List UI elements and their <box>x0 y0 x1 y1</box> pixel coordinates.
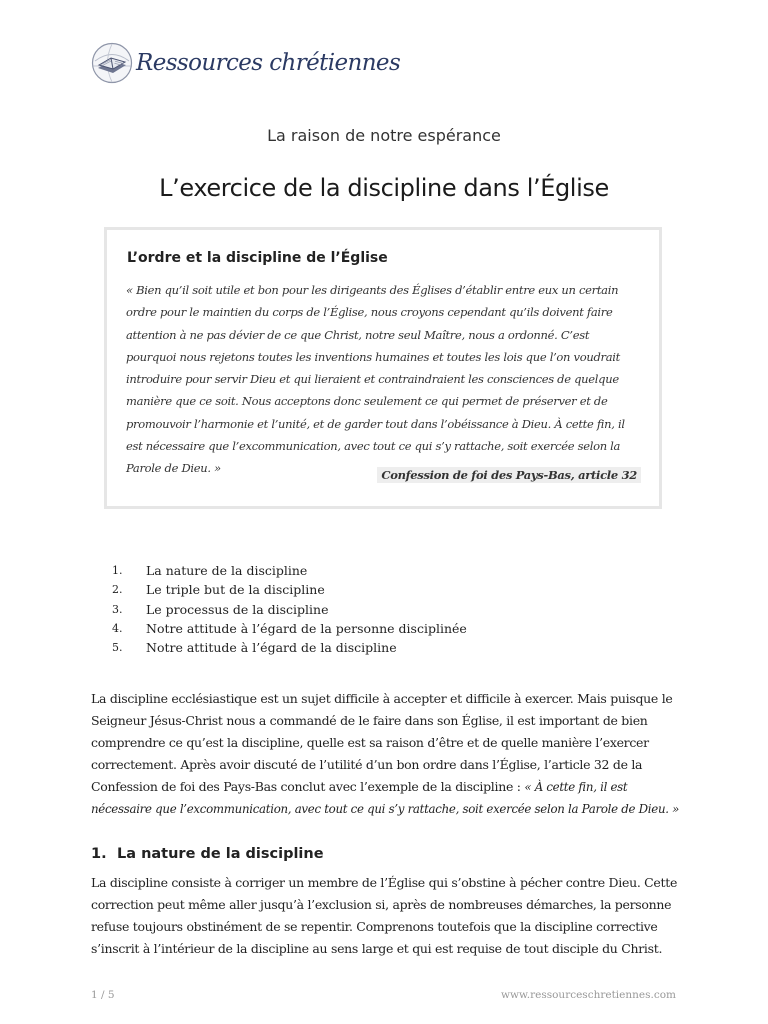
toc-item[interactable] <box>112 580 467 599</box>
site-logo[interactable] <box>91 42 400 84</box>
section-number: 1. <box>91 846 107 862</box>
toc-item-number: 5. <box>112 641 123 655</box>
quote-source: Confession de foi des Pays-Bas, article 32 <box>377 467 641 483</box>
intro-text: La discipline ecclésiastique est un sujet difficile à accepter et difficile à exercer. Mais puisque le Seigneur Jésus-Christ nous a commandé de le faire dans son Église, il est important de bien comprendre ce qu’est la discipline, quelle est sa raison d’être et de quelle manière l’exercer correctement. Après avoir discuté de l’utilité d’un bon ordre dans l’Église, l’article 32 de la Confession de foi des Pays-Bas conclut avec l’exemple de la discipline : <box>91 691 673 794</box>
toc-item-number: 4. <box>112 621 123 635</box>
toc-item-label: Le processus de la discipline <box>146 601 329 617</box>
toc-item-label: La nature de la discipline <box>146 563 308 578</box>
toc-item-label: Notre attitude à l’égard de la personne disciplinée <box>146 620 467 636</box>
toc-item-label: Le triple but de la discipline <box>146 582 325 598</box>
section-heading <box>91 846 324 862</box>
book-globe-icon <box>91 42 133 84</box>
toc-item-number: 3. <box>112 602 123 616</box>
quote-text: « Bien qu’il soit utile et bon pour les dirigeants des Églises d’établir entre eux un certain ordre pour le maintien du corps de l’Église, nous croyons cependant qu’ils doivent faire attention à ne pas dévier de ce que Christ, notre seul Maître, nous a ordonné. C’est pourquoi nous rejetons toutes les inventions humaines et toutes les lois que l’on voudrait introduire pour servir Dieu et qui lieraient et contraindraient les consciences de quelque manière que ce soit. Nous acceptons donc seulement ce qui permet de préserver et de promouvoir l’harmonie et l’unité, et de garder tout dans l’obéissance à Dieu. À cette fin, il est nécessaire que l’excommunication, avec tout ce qui s’y rattache, soit exercée selon la Parole de Dieu. » <box>126 283 625 476</box>
intro-paragraph <box>91 688 681 820</box>
footer-url[interactable]: www.ressourceschretiennes.com <box>501 989 676 1001</box>
toc-item-number: 1. <box>112 564 123 577</box>
quote-heading: L’ordre et la discipline de l’Église <box>127 250 388 266</box>
toc-item[interactable] <box>112 619 467 638</box>
intro-quote: « À cette fin, il est nécessaire que l’excommunication, avec tout ce qui s’y rattache, soit exercée selon la Parole de Dieu. » <box>91 780 680 816</box>
table-of-contents <box>112 561 467 657</box>
toc-item-number: 2. <box>112 583 123 597</box>
page-number: 1 / 5 <box>91 989 115 1001</box>
section-paragraph: La discipline consiste à corriger un membre de l’Église qui s’obstine à pécher contre Dieu. Cette correction peut même aller jusqu’à l’exclusion si, après de nombreuses démarches, la personne refuse toujours obstinément de se repentir. Comprenons toutefois que la discipline corrective s’inscrit à l’intérieur de la discipline au sens large et qui est requise de tout disciple du Christ. <box>91 875 678 956</box>
quote-box <box>104 227 662 509</box>
toc-item-label: Notre attitude à l’égard de la discipline <box>146 640 397 656</box>
section-title: La nature de la discipline <box>117 846 324 862</box>
toc-item[interactable] <box>112 638 467 657</box>
toc-item[interactable] <box>112 600 467 619</box>
toc-item[interactable] <box>112 561 467 580</box>
logo-text: Ressources chrétiennes <box>136 50 401 76</box>
document-subtitle: La raison de notre espérance <box>267 126 501 145</box>
document-title: L’exercice de la discipline dans l’Église <box>159 174 609 202</box>
